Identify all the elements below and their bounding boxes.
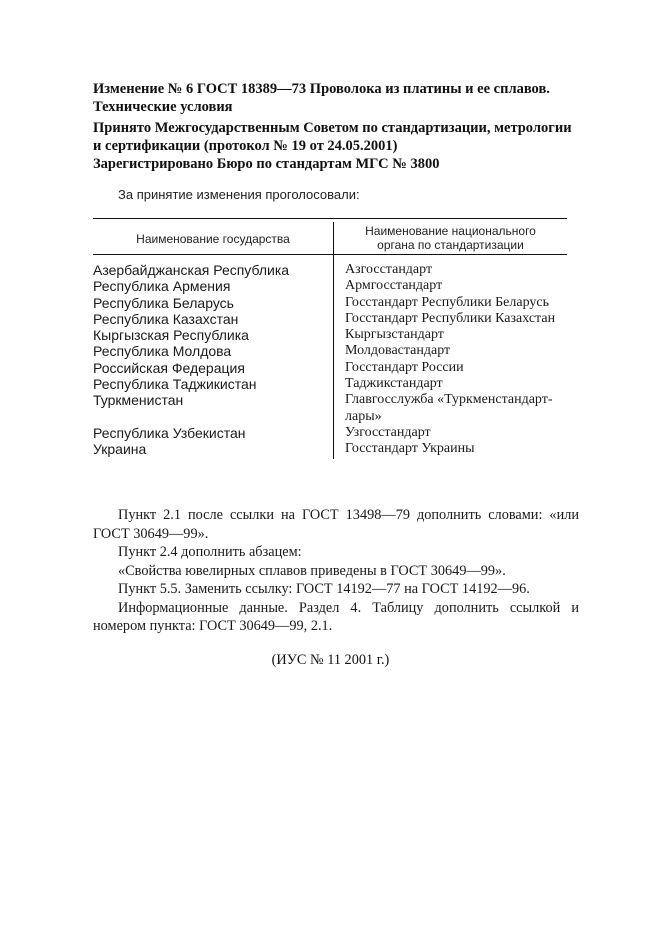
table-row [93,392,573,408]
body-cell: Молдовастандарт [345,343,451,359]
voting-intro: За принятие изменения проголосовали: [118,187,360,202]
body-cell: Таджикстандарт [345,376,443,392]
table-row [93,295,573,311]
body-cell: Кыргызстандарт [345,327,444,343]
body-cell: Узгосстандарт [345,424,431,440]
state-cell: Азербайджанская Республика [93,262,290,278]
state-cell: Республика Армения [93,278,231,295]
table-row [93,278,573,294]
body-cell: Госстандарт Украины [345,441,475,457]
state-cell: Республика Казахстан [93,310,239,327]
state-cell: Республика Таджикистан [93,376,257,393]
state-cell: Кыргызская Республика [93,327,249,344]
state-cell: Украина [93,441,147,458]
amendment-title: Изменение № 6 ГОСТ 18389—73 Проволока из платины и ее сплавов. Технические условия [93,81,550,115]
table-header-rule [93,254,567,255]
registration-note: Зарегистрировано Бюро по стандартам МГС № 3800 [93,156,440,172]
body-cell: Госстандарт Республики Беларусь [345,294,550,310]
body-cell-continuation: лары» [345,408,382,424]
table-row [93,311,573,327]
table-row-continuation [93,409,573,425]
table-row [93,343,573,359]
paragraph: Информационные данные. Раздел 4. Таблицу дополнить ссылкой и номером пункта: ГОСТ 30649—99, 2.1. [93,599,579,634]
table-row [93,425,573,441]
table-top-rule [93,218,567,219]
col-header-body-line2: органа по стандартизации [377,238,524,252]
body-cell: Госстандарт России [345,359,464,375]
table-row [93,376,573,392]
body-cell: Главгосслужба «Туркменстандарт- [345,392,553,408]
table-row [93,360,573,376]
paragraph: Пункт 5.5. Заменить ссылку: ГОСТ 14192—77 на ГОСТ 14192—96. [118,581,530,597]
col-header-body [334,224,567,252]
paragraph: «Свойства ювелирных сплавов приведены в ГОСТ 30649—99». [118,562,506,579]
state-cell: Республика Беларусь [93,294,234,311]
voting-table [93,262,573,458]
state-cell: Республика Узбекистан [93,424,246,441]
amendment-text [93,506,579,636]
body-cell: Азгосстандарт [345,262,433,277]
ius-reference: (ИУС № 11 2001 г.) [271,652,390,668]
state-cell: Российская Федерация [93,359,245,376]
adoption-note: Принято Межгосударственным Советом по стандартизации, метрологии и сертификации (протокол № 19 от 24.05.2001) [93,120,572,154]
state-cell: Туркменистан [93,392,184,409]
body-cell: Армгосстандарт [345,278,443,294]
col-header-state: Наименование государства [136,232,290,246]
table-row [93,327,573,343]
table-row [93,262,573,278]
table-row [93,441,573,457]
paragraph: Пункт 2.4 дополнить абзацем: [118,544,302,560]
state-cell: Республика Молдова [93,343,232,360]
paragraph: Пункт 2.1 после ссылки на ГОСТ 13498—79 дополнить словами: «или ГОСТ 30649—99». [93,507,579,542]
col-header-body-line1: Наименование национального [365,224,536,238]
body-cell: Госстандарт Республики Казахстан [345,310,556,326]
